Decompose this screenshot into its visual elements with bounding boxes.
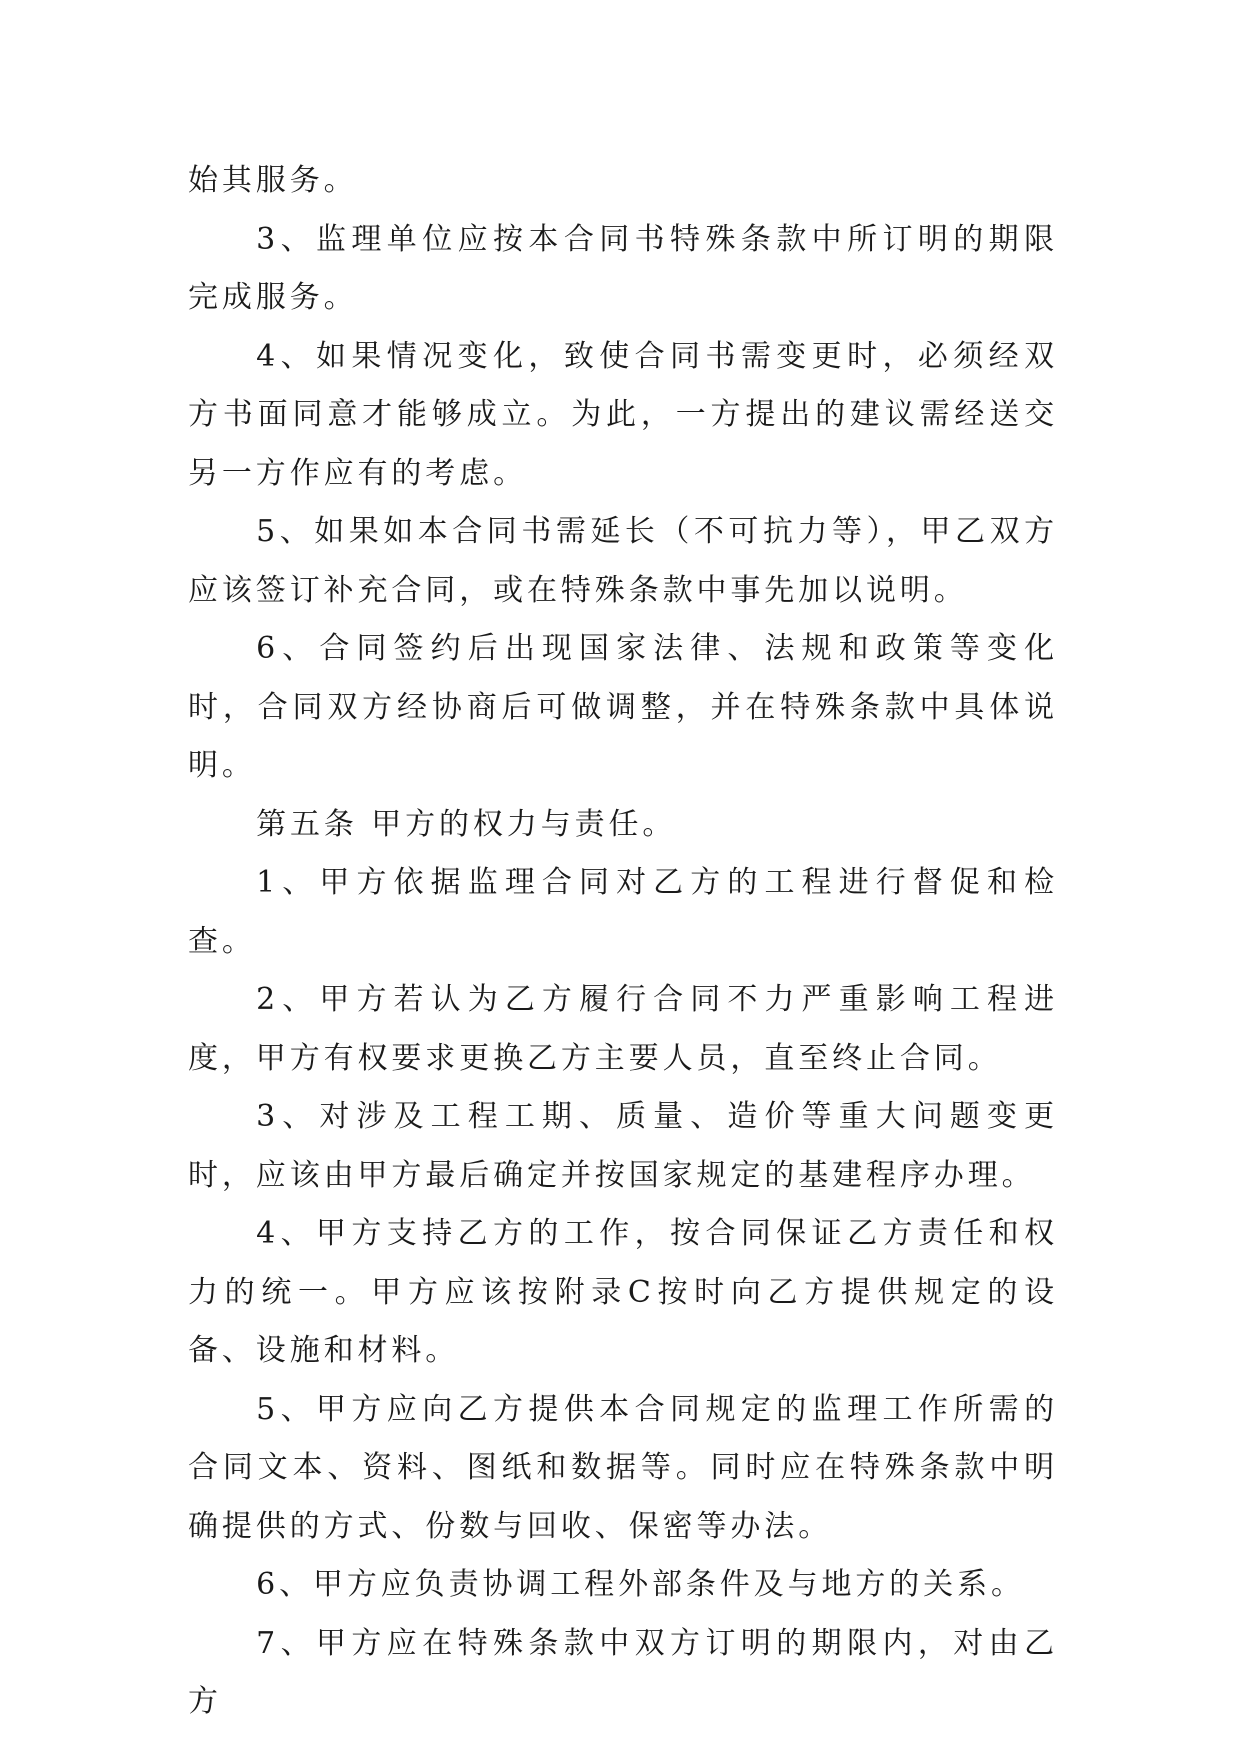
paragraph-party-a-2: 2、甲方若认为乙方履行合同不力严重影响工程进度，甲方有权要求更换乙方主要人员，直至终止合同。 bbox=[188, 982, 1058, 1076]
article-heading: 第五条 甲方的权力与责任。 bbox=[256, 806, 677, 842]
document-body bbox=[188, 152, 1058, 1732]
paragraph-clause-6: 6、合同签约后出现国家法律、法规和政策等变化时，合同双方经协商后可做调整，并在特殊条款中具体说明。 bbox=[188, 631, 1058, 783]
paragraph-party-a-6: 6、甲方应负责协调工程外部条件及与地方的关系。 bbox=[256, 1567, 1025, 1602]
paragraph-clause-3: 3、监理单位应按本合同书特殊条款中所订明的期限完成服务。 bbox=[188, 221, 1058, 315]
paragraph-party-a-7: 7、甲方应在特殊条款中双方订明的期限内，对由乙方 bbox=[188, 1625, 1058, 1719]
paragraph-party-a-3: 3、对涉及工程工期、质量、造价等重大问题变更时，应该由甲方最后确定并按国家规定的基建程序办理。 bbox=[188, 1099, 1058, 1193]
paragraph-clause-4: 4、如果情况变化，致使合同书需变更时，必须经双方书面同意才能够成立。为此，一方提出的建议需经送交另一方作应有的考虑。 bbox=[188, 338, 1058, 491]
paragraph-continuation: 始其服务。 bbox=[188, 163, 358, 198]
paragraph-party-a-1: 1、甲方依据监理合同对乙方的工程进行督促和检查。 bbox=[188, 865, 1058, 959]
paragraph-party-a-4: 4、甲方支持乙方的工作，按合同保证乙方责任和权力的统一。甲方应该按附录C按时向乙方提供规定的设备、设施和材料。 bbox=[188, 1216, 1058, 1368]
paragraph-clause-5: 5、如果如本合同书需延长（不可抗力等），甲乙双方应该签订补充合同，或在特殊条款中事先加以说明。 bbox=[188, 514, 1058, 608]
paragraph-party-a-5: 5、甲方应向乙方提供本合同规定的监理工作所需的合同文本、资料、图纸和数据等。同时应在特殊条款中明确提供的方式、份数与回收、保密等办法。 bbox=[188, 1391, 1058, 1544]
